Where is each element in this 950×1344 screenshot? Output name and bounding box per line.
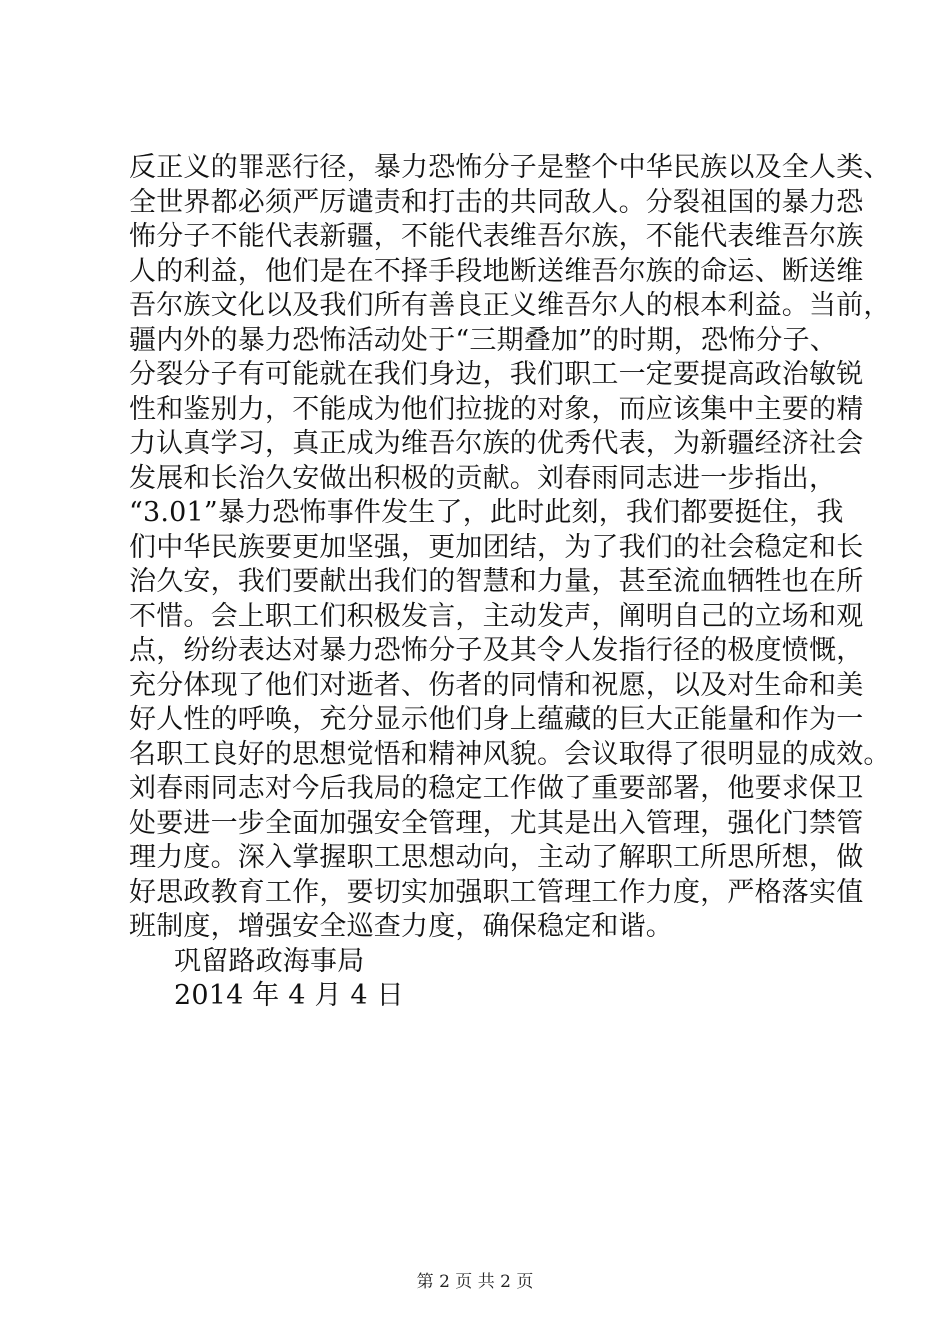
body-line: “3.01”暴力恐怖事件发生了，此时此刻，我们都要挺住，我 <box>129 497 844 528</box>
signature-date: 2014 年 4 月 4 日 <box>174 980 404 1011</box>
body-line: 全世界都必须严厉谴责和打击的共同敌人。分裂祖国的暴力恐 <box>129 186 864 218</box>
body-line: 点，纷纷表达对暴力恐怖分子及其令人发指行径的极度愤慨， <box>129 635 864 666</box>
body-line: 疆内外的暴力恐怖活动处于“三期叠加”的时期，恐怖分子、 <box>129 324 838 356</box>
body-line: 理力度。深入掌握职工思想动向，主动了解职工所思所想，做 <box>129 842 864 873</box>
body-line: 吾尔族文化以及我们所有善良正义维吾尔人的根本利益。当前， <box>129 290 891 321</box>
body-line: 反正义的罪恶行径，暴力恐怖分子是整个中华民族以及全人类、 <box>129 152 891 183</box>
body-line: 发展和长治久安做出积极的贡献。刘春雨同志进一步指出， <box>129 462 837 494</box>
body-line: 分裂分子有可能就在我们身边，我们职工一定要提高政治敏锐 <box>129 359 864 390</box>
body-line: 治久安，我们要献出我们的智慧和力量，甚至流血牺牲也在所 <box>129 566 864 597</box>
body-line: 好思政教育工作，要切实加强职工管理工作力度，严格落实值 <box>129 876 864 908</box>
page-number-footer: 第 2 页 共 2 页 <box>416 1272 534 1292</box>
body-line: 刘春雨同志对今后我局的稳定工作做了重要部署，他要求保卫 <box>129 773 864 804</box>
body-line: 不惜。会上职工们积极发言，主动发声，阐明自己的立场和观 <box>129 600 864 632</box>
body-line: 们中华民族要更加坚强，更加团结，为了我们的社会稳定和长 <box>129 531 864 563</box>
signature-organization: 巩留路政海事局 <box>174 945 365 977</box>
body-line: 好人性的呼唤，充分显示他们身上蕴藏的巨大正能量和作为一 <box>129 704 864 735</box>
body-line: 班制度，增强安全巡查力度，确保稳定和谐。 <box>129 911 673 942</box>
body-line: 力认真学习，真正成为维吾尔族的优秀代表，为新疆经济社会 <box>129 428 864 459</box>
document-body <box>129 151 891 1014</box>
body-line: 处要进一步全面加强安全管理，尤其是出入管理，强化门禁管 <box>129 807 864 839</box>
body-line: 怖分子不能代表新疆，不能代表维吾尔族，不能代表维吾尔族 <box>129 221 864 252</box>
body-line: 名职工良好的思想觉悟和精神风貌。会议取得了很明显的成效。 <box>129 738 891 770</box>
body-line: 人的利益，他们是在不择手段地断送维吾尔族的命运、断送维 <box>129 255 864 287</box>
body-line: 充分体现了他们对逝者、伤者的同情和祝愿，以及对生命和美 <box>129 669 864 701</box>
body-line: 性和鉴别力，不能成为他们拉拢的对象，而应该集中主要的精 <box>129 393 864 425</box>
